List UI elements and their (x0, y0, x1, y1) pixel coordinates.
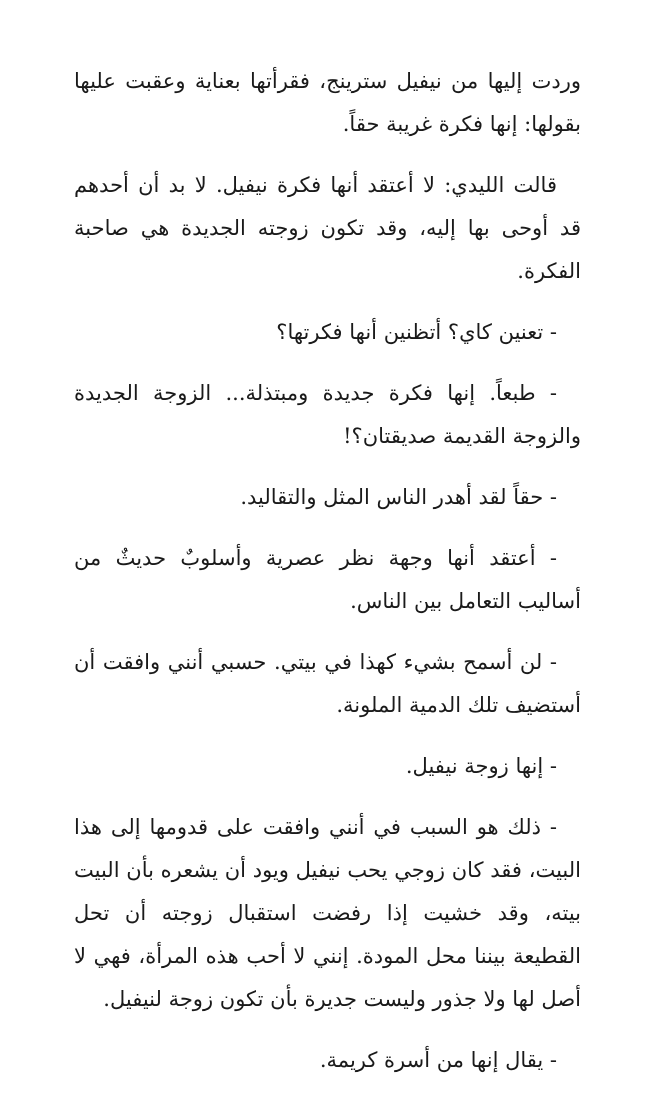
book-page (74, 60, 581, 1100)
dialogue-line-6: - إنها زوجة نيفيل. (405, 754, 557, 778)
dialogue-line-7: - ذلك هو السبب في أنني وافقت على قدومها إلى هذا البيت، فقد كان زوجي يحب نيفيل ويود أن يشعره بأن البيت بيته، وقد خشيت إذا رفضت استقبال زوجته أن تحل القطيعة بيننا محل المودة. إنني لا أحب هذه المرأة، فهي لا أصل لها ولا جذور وليست جديرة بأن تكون زوجة لنيفيل. (74, 815, 581, 1011)
paragraph-1: وردت إليها من نيفيل سترينج، فقرأتها بعناية وعقبت عليها بقولها: إنها فكرة غريبة حقاً. (74, 69, 581, 136)
dialogue-line-8: - يقال إنها من أسرة كريمة. (319, 1048, 557, 1072)
paragraph-2: قالت الليدي: لا أعتقد أنها فكرة نيفيل. لا بد أن أحدهم قد أوحى بها إليه، وقد تكون زوجته الجديدة هي صاحبة الفكرة. (74, 173, 581, 283)
dialogue-line-5: - لن أسمح بشيء كهذا في بيتي. حسبي أنني وافقت أن أستضيف تلك الدمية الملونة. (74, 650, 581, 717)
dialogue-line-2: - طبعاً. إنها فكرة جديدة ومبتذلة... الزوجة الجديدة والزوجة القديمة صديقتان؟! (74, 381, 581, 448)
dialogue-line-4: - أعتقد أنها وجهة نظر عصرية وأسلوبٌ حديثٌ من أساليب التعامل بين الناس. (74, 546, 581, 613)
dialogue-line-1: - تعنين كاي؟ أتظنين أنها فكرتها؟ (276, 320, 557, 344)
dialogue-line-3: - حقاً لقد أهدر الناس المثل والتقاليد. (240, 485, 557, 509)
